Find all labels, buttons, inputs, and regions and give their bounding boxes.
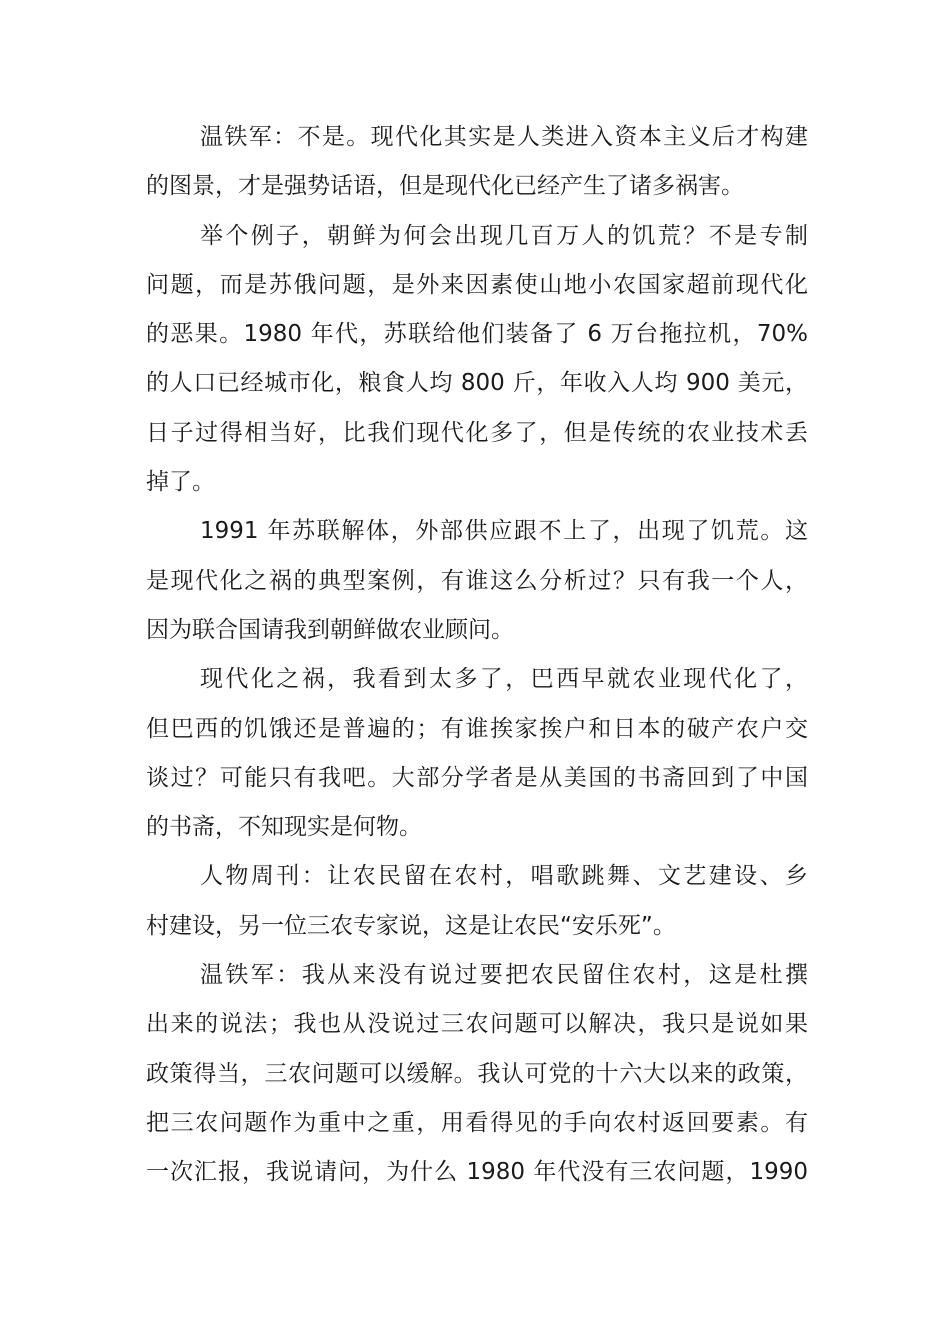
- text-line: 温铁军：不是。现代化其实是人类进入资本主义后才构建: [200, 124, 808, 150]
- text-line: 但巴西的饥饿还是普遍的；有谁挨家挨户和日本的破产农户交: [146, 715, 808, 742]
- text-line: 因为联合国请我到朝鲜做农业顾问。: [146, 616, 514, 643]
- text-line: 的书斋，不知现实是何物。: [146, 814, 422, 841]
- text-line: 的人口已经城市化，粮食人均 800 斤，年收入人均 900 美元，: [146, 370, 808, 397]
- text-line: 现代化之祸，我看到太多了，巴西早就农业现代化了，: [200, 666, 808, 693]
- text-line: 举个例子，朝鲜为何会出现几百万人的饥荒？不是专制: [200, 222, 808, 249]
- text-line: 日子过得相当好，比我们现代化多了，但是传统的农业技术丢: [146, 419, 808, 446]
- document-body: [146, 113, 808, 1198]
- text-line: 掉了。: [146, 469, 215, 496]
- text-line: 温铁军：我从来没有说过要把农民留住农村，这是杜撰: [200, 962, 808, 989]
- text-line: 谈过？可能只有我吧。大部分学者是从美国的书斋回到了中国: [146, 764, 808, 791]
- text-line: 是现代化之祸的典型案例，有谁这么分析过？只有我一个人，: [146, 567, 808, 594]
- text-line: 政策得当，三农问题可以缓解。我认可党的十六大以来的政策，: [146, 1060, 808, 1087]
- text-line: 一次汇报，我说请问，为什么 1980 年代没有三农问题，1990: [146, 1159, 808, 1186]
- text-line: 出来的说法；我也从没说过三农问题可以解决，我只是说如果: [146, 1011, 808, 1038]
- text-line: 问题，而是苏俄问题，是外来因素使山地小农国家超前现代化: [146, 271, 808, 298]
- text-line: 村建设，另一位三农专家说，这是让农民“安乐死”。: [146, 912, 676, 939]
- text-line: 的图景，才是强势话语，但是现代化已经产生了诸多祸害。: [146, 173, 744, 200]
- text-line: 1991 年苏联解体，外部供应跟不上了，出现了饥荒。这: [200, 518, 808, 545]
- text-line: 人物周刊：让农民留在农村，唱歌跳舞、文艺建设、乡: [200, 863, 808, 890]
- text-line: 把三农问题作为重中之重，用看得见的手向农村返回要素。有: [146, 1109, 808, 1136]
- text-line: 的恶果。1980 年代，苏联给他们装备了 6 万台拖拉机，70%: [146, 321, 808, 348]
